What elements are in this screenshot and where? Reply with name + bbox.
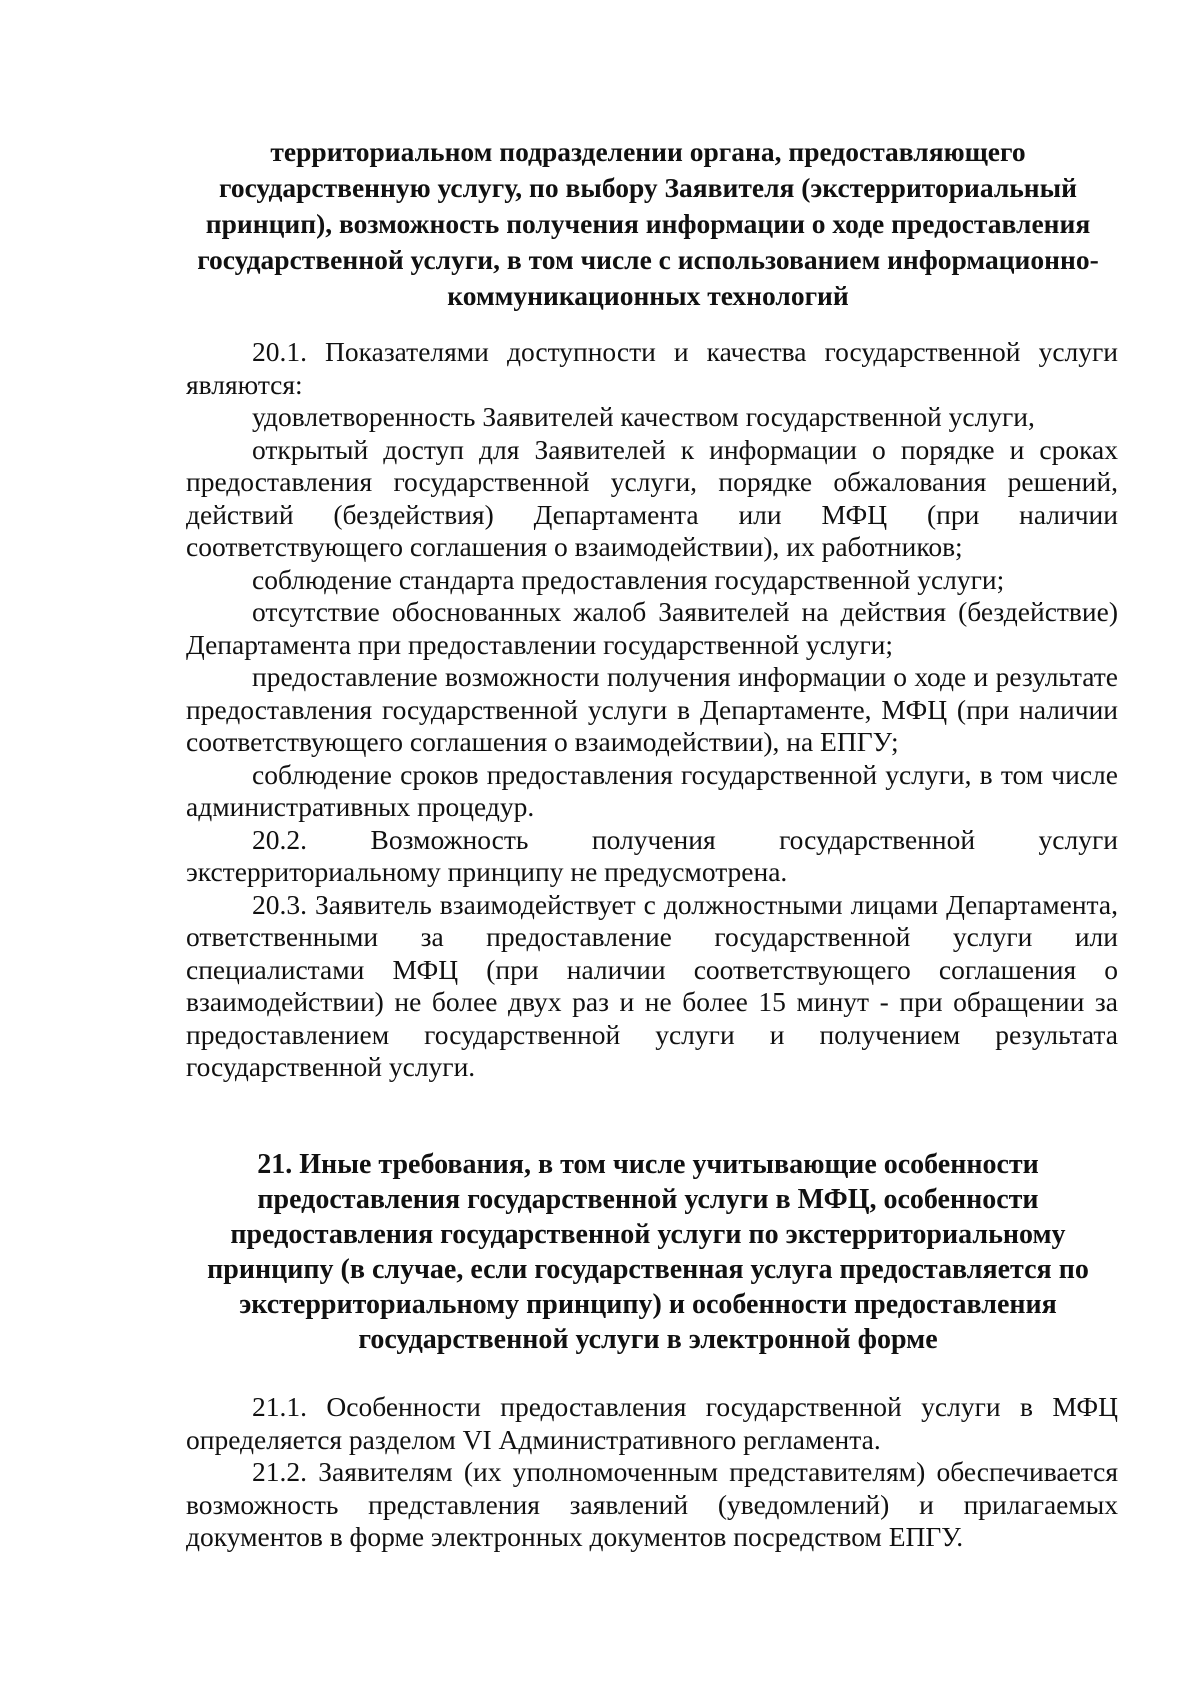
paragraph-20-2: 20.2. Возможность получения государственной услуги экстерриториальному принципу не предусмотрена.: [186, 823, 1118, 887]
paragraph-20-1: 20.1. Показателями доступности и качества государственной услуги являются:: [186, 336, 1118, 400]
paragraph-info-access: предоставление возможности получения информации о ходе и результате предоставления государственной услуги в Департаменте, МФЦ (при наличии соответствующего соглашения о взаимодействии), на ЕПГУ;: [186, 661, 1118, 757]
paragraph-deadlines: соблюдение сроков предоставления государственной услуги, в том числе административных процедур.: [186, 758, 1118, 822]
section-21-heading: 21. Иные требования, в том числе учитывающие особенности предоставления государственной услуги в МФЦ, особенности предоставления государственной услуги по экстерриториальному принципу (в случае, если государственная услуга предоставляется по экстерриториальному принципу) и особенности предоставления государственной услуги в электронной форме: [207, 1149, 1089, 1355]
paragraph-satisfaction: удовлетворенность Заявителей качеством государственной услуги,: [252, 401, 1035, 432]
paragraph-21-2: 21.2. Заявителям (их уполномоченным представителям) обеспечивается возможность представления заявлений (уведомлений) и прилагаемых документов в форме электронных документов посредством ЕПГУ.: [186, 1456, 1118, 1552]
section-21-body: [186, 1391, 1118, 1554]
paragraph-open-access: открытый доступ для Заявителей к информации о порядке и сроках предоставления государственной услуги, порядке обжалования решений, действий (бездействия) Департамента или МФЦ (при наличии соответствующего соглашения о взаимодействии), их работников;: [186, 433, 1118, 562]
paragraph-21-1: 21.1. Особенности предоставления государственной услуги в МФЦ определяется разделом VI Административного регламента.: [186, 1391, 1118, 1455]
paragraph-complaints: отсутствие обоснованных жалоб Заявителей на действия (бездействие) Департамента при предоставлении государственной услуги;: [186, 596, 1118, 660]
section-20-body: [186, 336, 1118, 1084]
section-20-heading: территориальном подразделении органа, предоставляющего государственную услугу, по выбору Заявителя (экстерриториальный принцип), возможность получения информации о ходе предоставления государственной услуги, в том числе с использованием информационно-коммуникационных технологий: [197, 136, 1099, 311]
paragraph-20-3: 20.3. Заявитель взаимодействует с должностными лицами Департамента, ответственными за предоставление государственной услуги или специалистами МФЦ (при наличии соответствующего соглашения о взаимодействии) не более двух раз и не более 15 минут - при обращении за предоставлением государственной услуги и получением результата государственной услуги.: [186, 888, 1118, 1082]
paragraph-standard: соблюдение стандарта предоставления государственной услуги;: [252, 563, 1005, 595]
